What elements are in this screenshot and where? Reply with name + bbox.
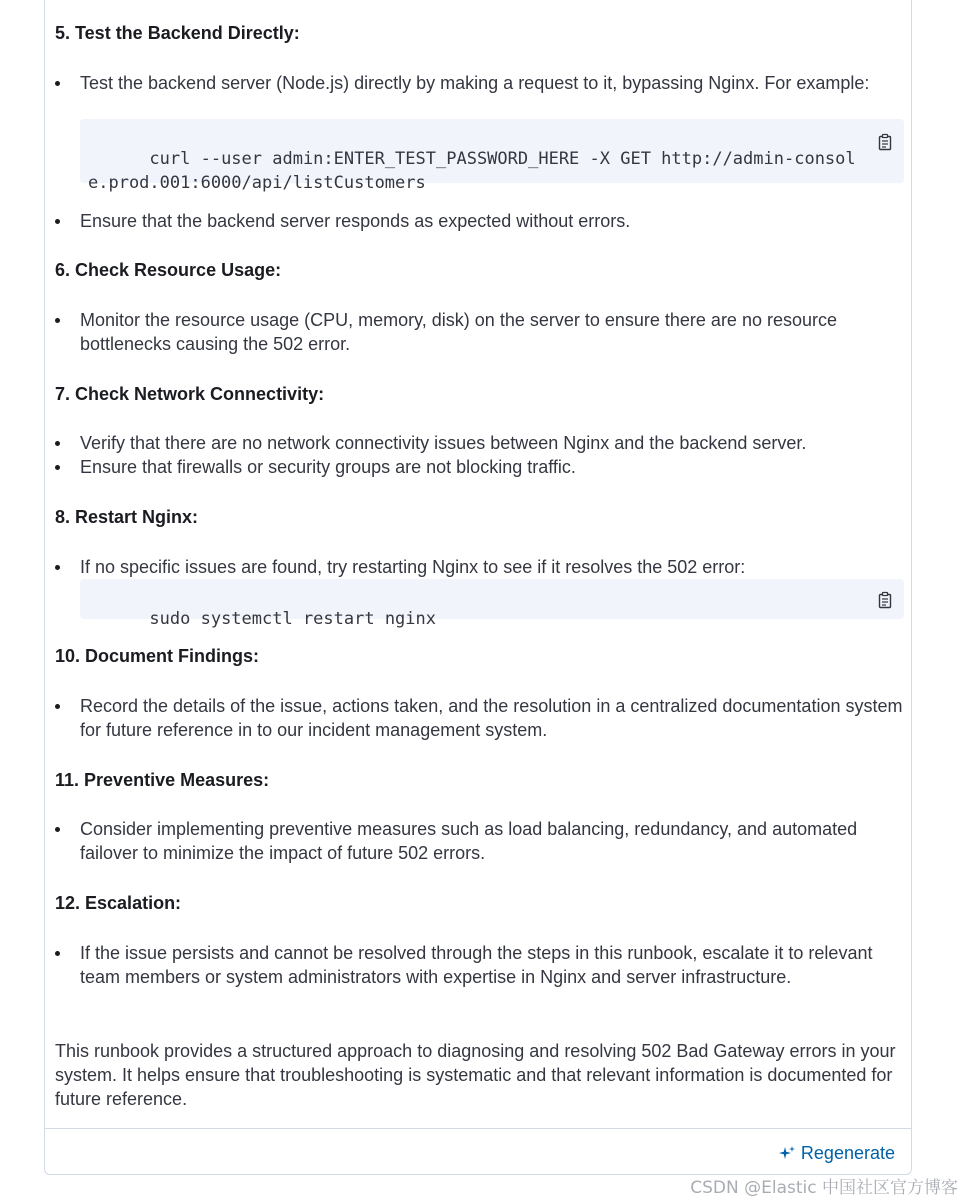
- summary-paragraph: This runbook provides a structured approach to diagnosing and resolving 502 Bad Gateway errors in your system. It helps ensure that troubleshooting is systematic and that relevant information is documented for future reference.: [55, 1041, 896, 1109]
- list-item: [55, 308, 903, 356]
- list-item-text: Test the backend server (Node.js) directly by making a request to it, bypassing Nginx. For example:: [80, 73, 870, 93]
- list-item-text: If no specific issues are found, try restarting Nginx to see if it resolves the 502 error:: [80, 557, 746, 577]
- section-heading-7: 7. Check Network Connectivity:: [55, 384, 325, 404]
- list-item: [55, 941, 903, 989]
- list-item-text: If the issue persists and cannot be resolved through the steps in this runbook, escalate it to relevant team members or system administrators with expertise in Nginx and server infrastructure.: [80, 943, 873, 987]
- bullet-dot: [55, 465, 60, 470]
- watermark: CSDN @Elastic 中国社区官方博客: [690, 1178, 958, 1198]
- list-item: [55, 455, 903, 479]
- regenerate-label: Regenerate: [800, 1143, 895, 1163]
- bullet-dot: [55, 81, 60, 86]
- bullet-dot: [55, 951, 60, 956]
- copy-to-clipboard-icon[interactable]: [878, 591, 894, 609]
- list-item: [55, 431, 903, 455]
- code-text[interactable]: curl --user admin:ENTER_TEST_PASSWORD_HERE -X GET http://admin-console.prod.001:6000/api/listCustomers: [88, 149, 856, 193]
- list-item-text: Verify that there are no network connectivity issues between Nginx and the backend server.: [80, 433, 807, 453]
- list-item-text: Ensure that firewalls or security groups are not blocking traffic.: [80, 457, 576, 477]
- list-item-text: Ensure that the backend server responds as expected without errors.: [80, 211, 631, 231]
- list-item: [55, 694, 903, 742]
- bullet-dot: [55, 318, 60, 323]
- section-heading-8: 8. Restart Nginx:: [55, 507, 199, 527]
- bullet-dot: [55, 441, 60, 446]
- list-item: [55, 555, 903, 579]
- list-item-text: Monitor the resource usage (CPU, memory, disk) on the server to ensure there are no resource bottlenecks causing the 502 error.: [80, 310, 838, 354]
- assistant-response-panel: [44, 0, 912, 1175]
- bullet-dot: [55, 219, 60, 224]
- code-text[interactable]: sudo systemctl restart nginx: [149, 609, 436, 629]
- list-item-text: Record the details of the issue, actions taken, and the resolution in a centralized documentation system for future reference in to our incident management system.: [80, 696, 903, 740]
- list-item-text: Consider implementing preventive measures such as load balancing, redundancy, and automated failover to minimize the impact of future 502 errors.: [80, 819, 858, 863]
- section-heading-5: 5. Test the Backend Directly:: [55, 23, 300, 43]
- bullet-dot: [55, 827, 60, 832]
- list-item: [55, 817, 903, 865]
- section-heading-6: 6. Check Resource Usage:: [55, 260, 282, 280]
- section-heading-12: 12. Escalation:: [55, 893, 182, 913]
- bullet-dot: [55, 565, 60, 570]
- bullet-dot: [55, 704, 60, 709]
- section-heading-11: 11. Preventive Measures:: [55, 770, 270, 790]
- list-item: [55, 71, 903, 95]
- code-block-curl: [80, 119, 904, 193]
- list-item: [55, 209, 903, 233]
- response-footer: [45, 1128, 911, 1176]
- copy-to-clipboard-icon[interactable]: [878, 133, 894, 151]
- section-heading-10: 10. Document Findings:: [55, 646, 260, 666]
- code-block-restart-nginx: [80, 579, 904, 629]
- sparkle-icon: [779, 1145, 795, 1161]
- regenerate-button[interactable]: [779, 1141, 895, 1165]
